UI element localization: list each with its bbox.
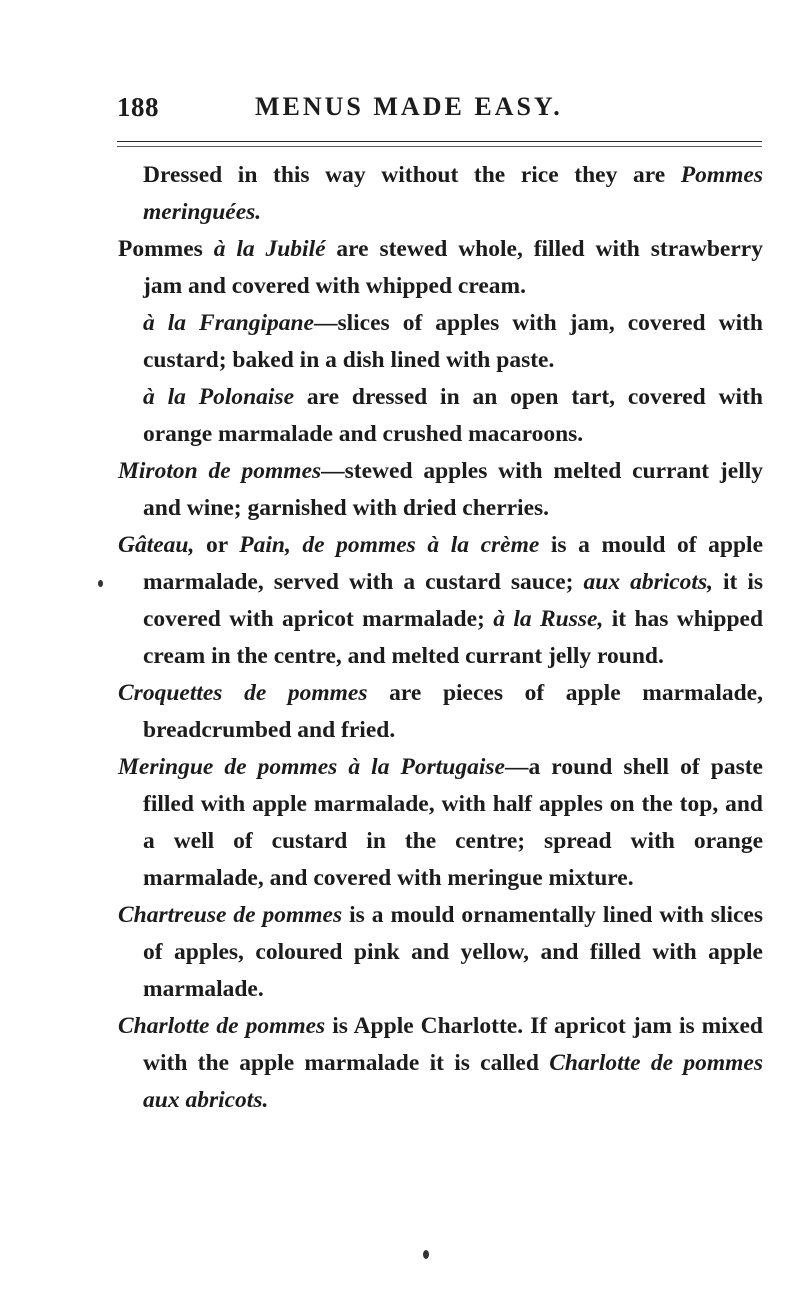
header-rule-fine [117, 146, 762, 147]
paragraph-frangipane [118, 305, 763, 379]
text-segment: —slices of apples with jam, covered with custard; baked in a dish lined with paste. [143, 310, 763, 373]
italic-term: aux abricots, [583, 569, 713, 595]
text-segment: is a mould ornamentally lined with slices of apples, coloured pink and yellow, and filled with apple marmalade. [143, 902, 763, 1002]
italic-term: Pommes meringuées. [143, 162, 763, 225]
italic-term: Croquettes de pommes [118, 680, 368, 706]
italic-term: Charlotte de pommes aux abricots. [143, 1050, 763, 1113]
italic-term: Pain, de pommes à la crème [239, 532, 540, 558]
italic-term: Charlotte de pommes [118, 1013, 326, 1039]
italic-term: Meringue de pommes à la Portugaise [118, 754, 505, 780]
paragraph-meringue [118, 749, 763, 897]
paragraph-pommes-meringuees [118, 157, 763, 231]
text-segment: are stewed whole, filled with strawberry jam and covered with whipped cream. [143, 236, 763, 299]
paragraph-charlotte [118, 1008, 763, 1119]
text-segment: —stewed apples with melted currant jelly and wine; garnished with dried cherries. [143, 458, 764, 521]
text-segment: —a round shell of paste filled with apple marmalade, with half apples on the top, and a well of custard in the centre; spread with orange marmalade, and covered with meringue mixture. [143, 754, 763, 891]
page-header [117, 92, 762, 132]
italic-term: Miroton de pommes [118, 458, 322, 484]
text-segment: are dressed in an open tart, covered with orange marmalade and crushed macaroons. [143, 384, 763, 447]
paragraph-croquettes [118, 675, 763, 749]
paragraph-gateau [118, 527, 763, 675]
paragraph-polonaise [118, 379, 763, 453]
print-speck [423, 1250, 429, 1259]
text-segment: Pommes [118, 236, 214, 262]
print-speck [98, 580, 103, 587]
italic-term: Chartreuse de pommes [118, 902, 343, 928]
italic-term: Gâteau, [118, 532, 195, 558]
body-text [118, 157, 763, 1119]
text-segment: is Apple Charlotte. If apricot jam is mixed with the apple marmalade it is called [143, 1013, 763, 1076]
italic-term: à la Polonaise [143, 384, 295, 410]
text-segment: or [194, 532, 240, 558]
paragraph-chartreuse [118, 897, 763, 1008]
page-number: 188 [117, 92, 159, 122]
paragraph-miroton [118, 453, 763, 527]
text-segment: Dressed in this way without the rice they are [143, 162, 681, 188]
text-segment: it has whipped cream in the centre, and melted currant jelly round. [143, 606, 764, 669]
text-segment: is a mould of apple marmalade, served with a custard sauce; [143, 532, 764, 595]
header-rule [117, 141, 762, 142]
italic-term: à la Jubilé [213, 236, 326, 262]
running-head: MENUS MADE EASY. [255, 92, 563, 121]
text-segment: are pieces of apple marmalade, breadcrumbed and fried. [143, 680, 763, 743]
paragraph-pommes-jubile [118, 231, 763, 305]
italic-term: à la Frangipane [143, 310, 314, 336]
text-segment: it is covered with apricot marmalade; [143, 569, 764, 632]
italic-term: à la Russe, [493, 606, 604, 632]
